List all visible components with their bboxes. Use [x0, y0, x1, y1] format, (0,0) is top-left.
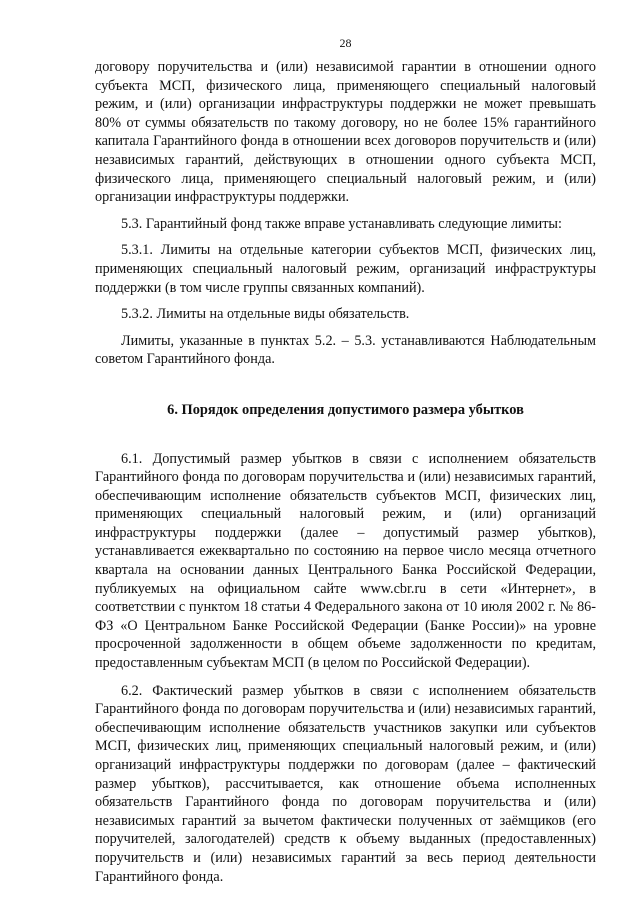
page-number: 28 — [339, 36, 352, 50]
paragraph-6-1: 6.1. Допустимый размер убытков в связи с исполнением обязательств Гарантийного фонда по договорам поручительства и (или) независимых гарантий, обеспечивающим исполнение обязательств субъектов МСП, физических лиц, применяющих специальный налоговый режим, и (или) организаций инфраструктуры поддержки (далее – допустимый размер убытков), устанавливается ежеквартально по состоянию на первое число месяца отчетного квартала на основании данных Центрального Банка Российской Федерации, публикуемых на официальном сайте www.cbr.ru в сети «Интернет», в соответствии с пунктом 18 статьи 4 Федерального закона от 10 июля 2002 г. № 86-ФЗ «О Центральном Банке Российской Федерации (Банке России)» на уровне просроченной задолженности в общем объеме задолженности по кредитам, предоставленным субъектам МСП (в целом по Российской Федерации). — [95, 450, 596, 672]
paragraph-intro: договору поручительства и (или) независимой гарантии в отношении одного субъекта МСП, физического лица, применяющего специальный налоговый режим, и (или) организации инфраструктуры поддержки не может превышать 80% от суммы обязательств по такому договору, но не более 15% гарантийного капитала Гарантийного фонда в отношении всех договоров поручительств и (или) независимых гарантий, действующих в отношении одного субъекта МСП, физического лица, применяющего специальный налоговый режим, и (или) организации инфраструктуры поддержки. — [95, 59, 596, 206]
section-6-heading: 6. Порядок определения допустимого размера убытков — [167, 401, 524, 418]
paragraph-limits: Лимиты, указанные в пунктах 5.2. – 5.3. устанавливаются Наблюдательным советом Гарантийного фонда. — [95, 332, 596, 368]
paragraph-5-3-1: 5.3.1. Лимиты на отдельные категории субъектов МСП, физических лиц, применяющих специальный налоговый режим, организаций инфраструктуры поддержки (в том числе группы связанных компаний). — [95, 242, 596, 296]
paragraph-5-3: 5.3. Гарантийный фонд также вправе устанавливать следующие лимиты: — [121, 215, 562, 232]
paragraph-5-3-2: 5.3.2. Лимиты на отдельные виды обязательств. — [121, 306, 410, 323]
paragraph-6-2: 6.2. Фактический размер убытков в связи с исполнением обязательств Гарантийного фонда по договорам поручительства и (или) независимых гарантий, обеспечивающим исполнение обязательств участников закупки или субъектов МСП, физических лиц, применяющих специальный налоговый режим, и (или) организаций инфраструктуры поддержки по договорам (далее – фактический размер убытков), рассчитывается, как отношение объема исполненных обязательств Гарантийного фонда по договорам поручительства и (или) независимых гарантий за вычетом фактически полученных от заёмщиков (его поручителей, залогодателей) средств к объему выданных (предоставленных) поручительств и (или) независимых гарантий за весь период деятельности Гарантийного фонда. — [95, 682, 596, 885]
